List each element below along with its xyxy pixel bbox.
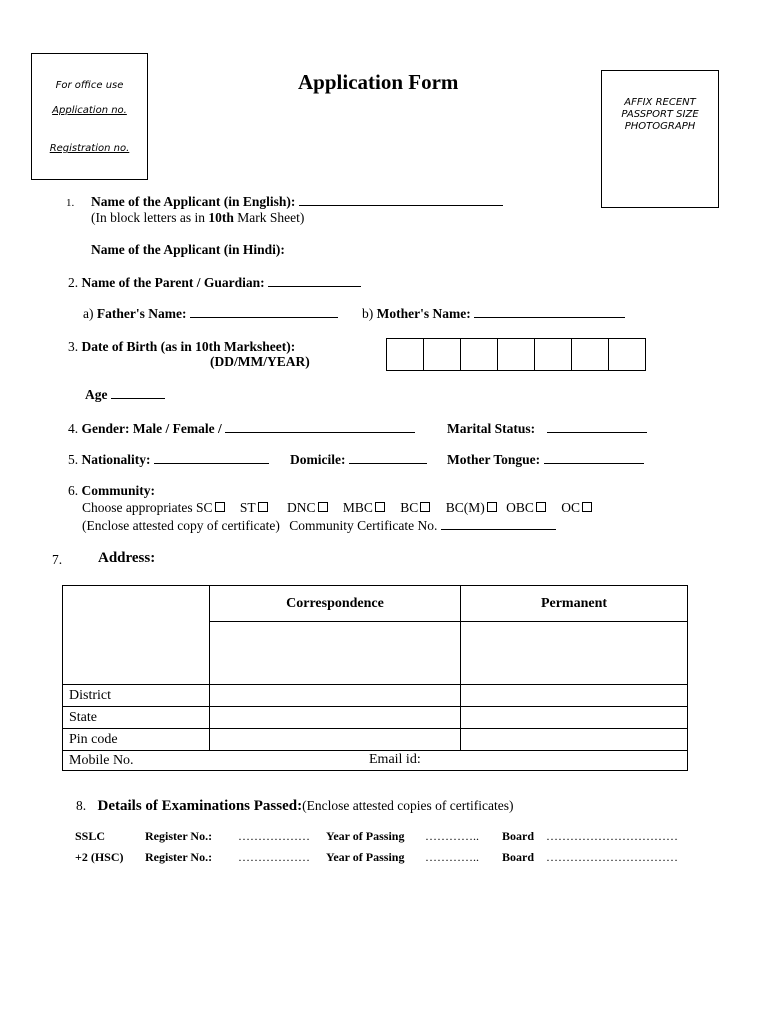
- exams-label: Details of Examinations Passed:: [97, 798, 303, 814]
- email-label: Email id:: [369, 752, 421, 767]
- q1-note: [91, 210, 304, 226]
- registration-no-label: Registration no.: [49, 143, 130, 154]
- parent-name-field[interactable]: [268, 276, 361, 287]
- father-prefix: a): [83, 306, 94, 321]
- option-bc: BC: [400, 500, 419, 515]
- name-english-field[interactable]: [299, 195, 503, 206]
- domicile-field[interactable]: [349, 453, 427, 464]
- community-label: Community:: [81, 483, 155, 498]
- mother-prefix: b): [362, 306, 374, 321]
- state-permanent[interactable]: [461, 707, 688, 729]
- mother-name-field[interactable]: [474, 307, 625, 318]
- q5-number: 5.: [68, 452, 79, 467]
- q3-row: [68, 339, 295, 355]
- hsc-year-field[interactable]: …………..: [425, 850, 479, 864]
- district-permanent[interactable]: [461, 685, 688, 707]
- exams-note: (Enclose attested copies of certificates): [302, 798, 514, 813]
- choose-label: Choose appropriates: [82, 500, 193, 515]
- exam-year-hsc: Year of Passing: [326, 850, 405, 864]
- domicile-label: Domicile:: [290, 452, 346, 467]
- q2-label: Name of the Parent / Guardian:: [81, 275, 265, 290]
- father-label: Father's Name:: [96, 306, 187, 321]
- dob-box[interactable]: [534, 338, 572, 371]
- form-title: Application Form: [298, 70, 459, 94]
- checkbox-st[interactable]: [258, 502, 268, 512]
- option-bcm: BC(M): [445, 500, 485, 515]
- row-district: District: [63, 685, 210, 707]
- nationality-label: Nationality:: [81, 452, 151, 467]
- dob-box[interactable]: [497, 338, 535, 371]
- marital-label: Marital Status:: [447, 421, 536, 436]
- q8-number: 8.: [76, 798, 87, 813]
- office-use-heading: For office use: [55, 80, 124, 91]
- father-name-field[interactable]: [190, 307, 338, 318]
- dob-box[interactable]: [460, 338, 498, 371]
- photo-line-1: AFFIX RECENT: [624, 97, 696, 108]
- q7-number: 7.: [52, 552, 63, 567]
- name-hindi-label: Name of the Applicant (in Hindi):: [91, 242, 285, 257]
- q6-number: 6.: [68, 483, 79, 498]
- cert-no-label: Community Certificate No.: [289, 518, 438, 533]
- q2-row: [68, 275, 361, 291]
- q4-row: [68, 421, 415, 437]
- mobile-label: Mobile No.: [69, 752, 134, 768]
- pincode-correspondence[interactable]: [210, 729, 461, 751]
- q6-row: [68, 483, 155, 499]
- pincode-permanent[interactable]: [461, 729, 688, 751]
- cert-no-field[interactable]: [441, 519, 556, 530]
- hsc-board-field[interactable]: ……………………………: [546, 850, 678, 864]
- q4-number: 4.: [68, 421, 79, 436]
- dob-format: (DD/MM/YEAR): [210, 354, 310, 369]
- option-oc: OC: [561, 500, 580, 515]
- q1-note-post: Mark Sheet): [233, 210, 305, 225]
- address-label: Address:: [98, 550, 156, 566]
- age-label: Age: [85, 387, 108, 402]
- q1-note-pre: (In block letters as in: [91, 210, 209, 225]
- exam-name-sslc: SSLC: [75, 829, 106, 843]
- district-correspondence[interactable]: [210, 685, 461, 707]
- mother-tongue-row: [447, 452, 644, 468]
- age-field[interactable]: [111, 388, 165, 399]
- community-cert-row: [82, 518, 556, 534]
- checkbox-bc[interactable]: [420, 502, 430, 512]
- mother-row: [362, 306, 625, 322]
- nationality-field[interactable]: [154, 453, 269, 464]
- q1-number: 1.: [66, 197, 75, 209]
- marital-field[interactable]: [547, 422, 647, 433]
- age-row: [85, 387, 165, 403]
- contact-row[interactable]: [63, 751, 688, 771]
- row-pincode: Pin code: [63, 729, 210, 751]
- exam-reg-sslc: Register No.:: [145, 829, 213, 843]
- q2-number: 2.: [68, 275, 79, 290]
- address-table: [62, 585, 688, 771]
- permanent-address-cell[interactable]: [461, 622, 688, 685]
- sslc-board-field[interactable]: ……………………………: [546, 829, 678, 843]
- col-correspondence: Correspondence: [210, 586, 461, 622]
- photo-line-3: PHOTOGRAPH: [624, 121, 696, 132]
- community-options: [82, 500, 592, 516]
- photo-box[interactable]: [601, 70, 719, 208]
- q1-row: [91, 194, 503, 210]
- option-obc: OBC: [506, 500, 534, 515]
- q1-label: Name of the Applicant (in English):: [91, 194, 296, 209]
- checkbox-sc[interactable]: [215, 502, 225, 512]
- dob-box[interactable]: [386, 338, 424, 371]
- domicile-row: [290, 452, 427, 468]
- q1-note-bold: 10th: [208, 210, 234, 225]
- dob-box[interactable]: [423, 338, 461, 371]
- exam-reg-hsc: Register No.:: [145, 850, 213, 864]
- dob-boxes: [387, 338, 646, 371]
- gender-label: Gender: Male / Female /: [81, 421, 222, 436]
- mother-label: Mother's Name:: [376, 306, 471, 321]
- dob-label: Date of Birth (as in 10th Marksheet):: [81, 339, 296, 354]
- q8-row: [76, 798, 514, 815]
- sslc-year-field[interactable]: …………..: [425, 829, 479, 843]
- exam-name-hsc: +2 (HSC): [75, 850, 124, 864]
- dob-box[interactable]: [571, 338, 609, 371]
- checkbox-dnc[interactable]: [318, 502, 328, 512]
- marital-row: [447, 421, 647, 437]
- row-state: State: [63, 707, 210, 729]
- enclose-note: (Enclose attested copy of certificate): [82, 518, 280, 533]
- mother-tongue-field[interactable]: [544, 453, 644, 464]
- option-sc: SC: [195, 500, 213, 515]
- checkbox-obc[interactable]: [536, 502, 546, 512]
- photo-line-2: PASSPORT SIZE: [621, 109, 699, 120]
- office-use-box: [31, 53, 148, 180]
- checkbox-oc[interactable]: [582, 502, 592, 512]
- option-st: ST: [239, 500, 256, 515]
- col-permanent: Permanent: [461, 586, 688, 622]
- correspondence-address-cell[interactable]: [210, 622, 461, 685]
- mother-tongue-label: Mother Tongue:: [447, 452, 541, 467]
- option-dnc: DNC: [287, 500, 316, 515]
- checkbox-bcm[interactable]: [487, 502, 497, 512]
- exam-year-sslc: Year of Passing: [326, 829, 405, 843]
- gender-field[interactable]: [225, 422, 415, 433]
- checkbox-mbc[interactable]: [375, 502, 385, 512]
- state-correspondence[interactable]: [210, 707, 461, 729]
- sslc-reg-field[interactable]: ………………: [238, 829, 310, 843]
- father-row: [83, 306, 338, 322]
- q3-number: 3.: [68, 339, 79, 354]
- dob-box[interactable]: [608, 338, 646, 371]
- option-mbc: MBC: [342, 500, 373, 515]
- address-blank-cell: [63, 586, 210, 685]
- exam-board-hsc: Board: [502, 850, 535, 864]
- hsc-reg-field[interactable]: ………………: [238, 850, 310, 864]
- application-no-label: Application no.: [52, 105, 127, 116]
- exam-board-sslc: Board: [502, 829, 535, 843]
- q5-row: [68, 452, 269, 468]
